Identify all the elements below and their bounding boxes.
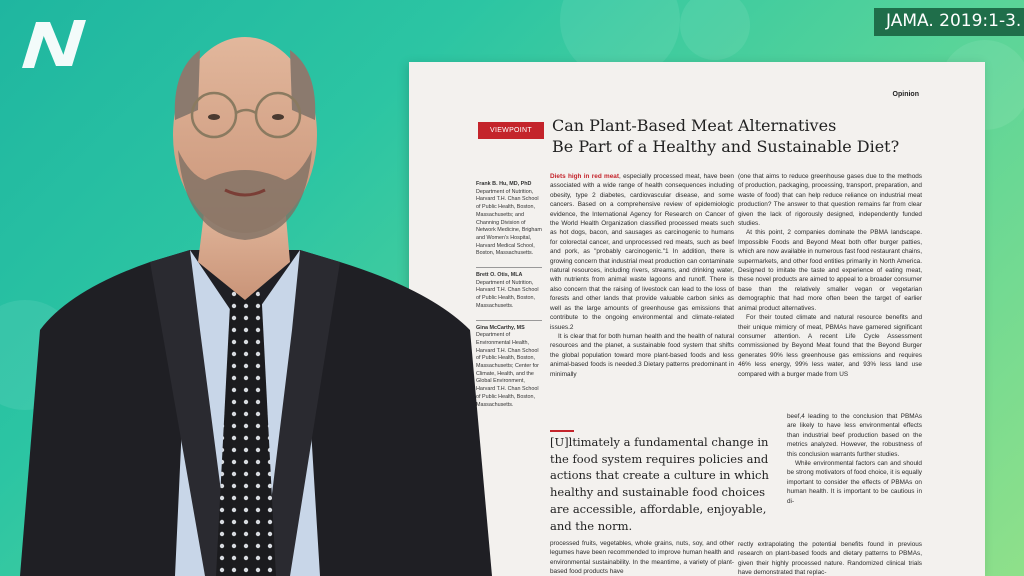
paragraph: While environmental factors can and should be strong motivators of food choice, it is equally important to consider the effects of PBMAs on human health. It is important to be cautious in di- (787, 460, 922, 505)
author-name: Brett O. Otis, MLA (476, 272, 523, 279)
body-column-right (738, 172, 922, 379)
paragraph: (one that aims to reduce greenhouse gases due to the methods of production, packaging, processing, transport, preparation, and waste of food) that can help reduce reliance on industrial meat production? The answer to that question remains far from clear given the lack of rigorously designed, independently funded studies. (738, 173, 922, 228)
author-affiliation: Department of Nutrition, Harvard T.H. Chan School of Public Health, Boston, Massachusetts; and Channing Division of Network Medicine, Brigham and Women's Hospital, Harvard Medical School, Boston, Massachusetts. (476, 188, 542, 257)
lead-in: Diets high in red meat (550, 173, 619, 180)
author-affiliation: Department of Environmental Health, Harvard T.H. Chan School of Public Health, Boston, Massachusetts; Center for Climate, Health, and the Global Environment, Harvard T.H. Chan School of Public Health, Boston, Massachusetts. (476, 332, 539, 408)
author-affiliation: Department of Nutrition, Harvard T.H. Chan School of Public Health, Boston, Massachusetts. (476, 279, 539, 309)
paragraph: At this point, 2 companies dominate the PBMA landscape. Impossible Foods and Beyond Meat both offer burger patties, which are now available in numerous fast food restaurant chains, supermarkets, and other food entities primarily in North America. Designed to imitate the taste and experience of eating meat, these novel products are aimed to appeal to a broader consumer base than the relatively smaller vegan or vegetarian demographic that had more often been the target of earlier animal product alternatives. (738, 229, 922, 312)
title-line-1: Can Plant-Based Meat Alternatives (552, 116, 837, 135)
title-line-2: Be Part of a Healthy and Sustainable Diet? (552, 137, 900, 156)
citation-badge: JAMA. 2019:1-3. (874, 8, 1024, 36)
presenter-figure (0, 0, 500, 576)
viewpoint-badge: VIEWPOINT (478, 122, 544, 139)
body-column-left (550, 172, 734, 379)
author-name: Gina McCarthy, MS (476, 324, 525, 331)
section-label: Opinion (892, 91, 919, 98)
pullquote: [U]ltimately a fundamental change in the food system requires policies and actions that create a culture in which healthy and sustainable food choices are accessible, affordable, enjoyable, and the norm. (550, 435, 769, 533)
paragraph: It is clear that for both human health and the health of natural resources and the planet, a sustainable food system that shifts the global population toward more plant-based foods and less animal-based foods is needed.3 Dietary patterns predominant in minimally (550, 332, 734, 378)
article-title (552, 115, 900, 157)
paragraph: beef,4 leading to the conclusion that PBMAs are likely to have less environmental effects than industrial beef production based on the metrics analyzed. However, the robustness of this conclusion warrants further studies. (787, 413, 922, 458)
paragraph: rectly extrapolating the potential benefits found in previous research on plant-based foods and dietary patterns to PBMAs, given their highly processed nature. Randomized clinical trials have demonstrated that replac- (738, 541, 922, 576)
pullquote-rule (550, 430, 574, 432)
paragraph: For their touted climate and natural resource benefits and their unique mimicry of meat, PBMAs have garnered significant consumer attention. A recent Life Cycle Assessment commissioned by Beyond Meat found that the Beyond Burger generates 90% less greenhouse gas emissions and requires 46% less energy, 99% less water, and 93% less land use compared with a burger made from US (738, 314, 922, 378)
paragraph: , especially processed meat, have been associated with a wide range of health consequences including obesity, type 2 diabetes, cardiovascular disease, and some cancers. Based on a comprehensive review of epidemiologic evidence, the International Agency for Research on Cancer of the World Health Organization classified processed meats such as hot dogs, bacon, and sausages as carcinogenic to humans for colorectal cancer, and unprocessed red meats, such as beef and pork, as "probably carcinogenic."1 In addition, there is growing concern that industrial meat production can contaminate natural resources, including rivers, streams, and drinking water, with nutrients from animal waste lagoons and runoff. There is also concern that the raising of livestock can lead to the loss of forests and other lands that provide valuable carbon sinks as well as the large amounts of greenhouse gas emissions that contribute to the ongoing environmental and climate-related issues.2 (550, 173, 734, 331)
body-column-right-bottom (738, 540, 922, 576)
body-column-left-continued (550, 539, 734, 576)
paragraph: processed fruits, vegetables, whole grains, nuts, soy, and other legumes have been recommended to improve human health and environmental sustainability. In the meantime, a variety of plant-based food products have (550, 540, 734, 576)
body-column-right-narrow (787, 412, 922, 506)
author-name: Frank B. Hu, MD, PhD (476, 181, 532, 187)
